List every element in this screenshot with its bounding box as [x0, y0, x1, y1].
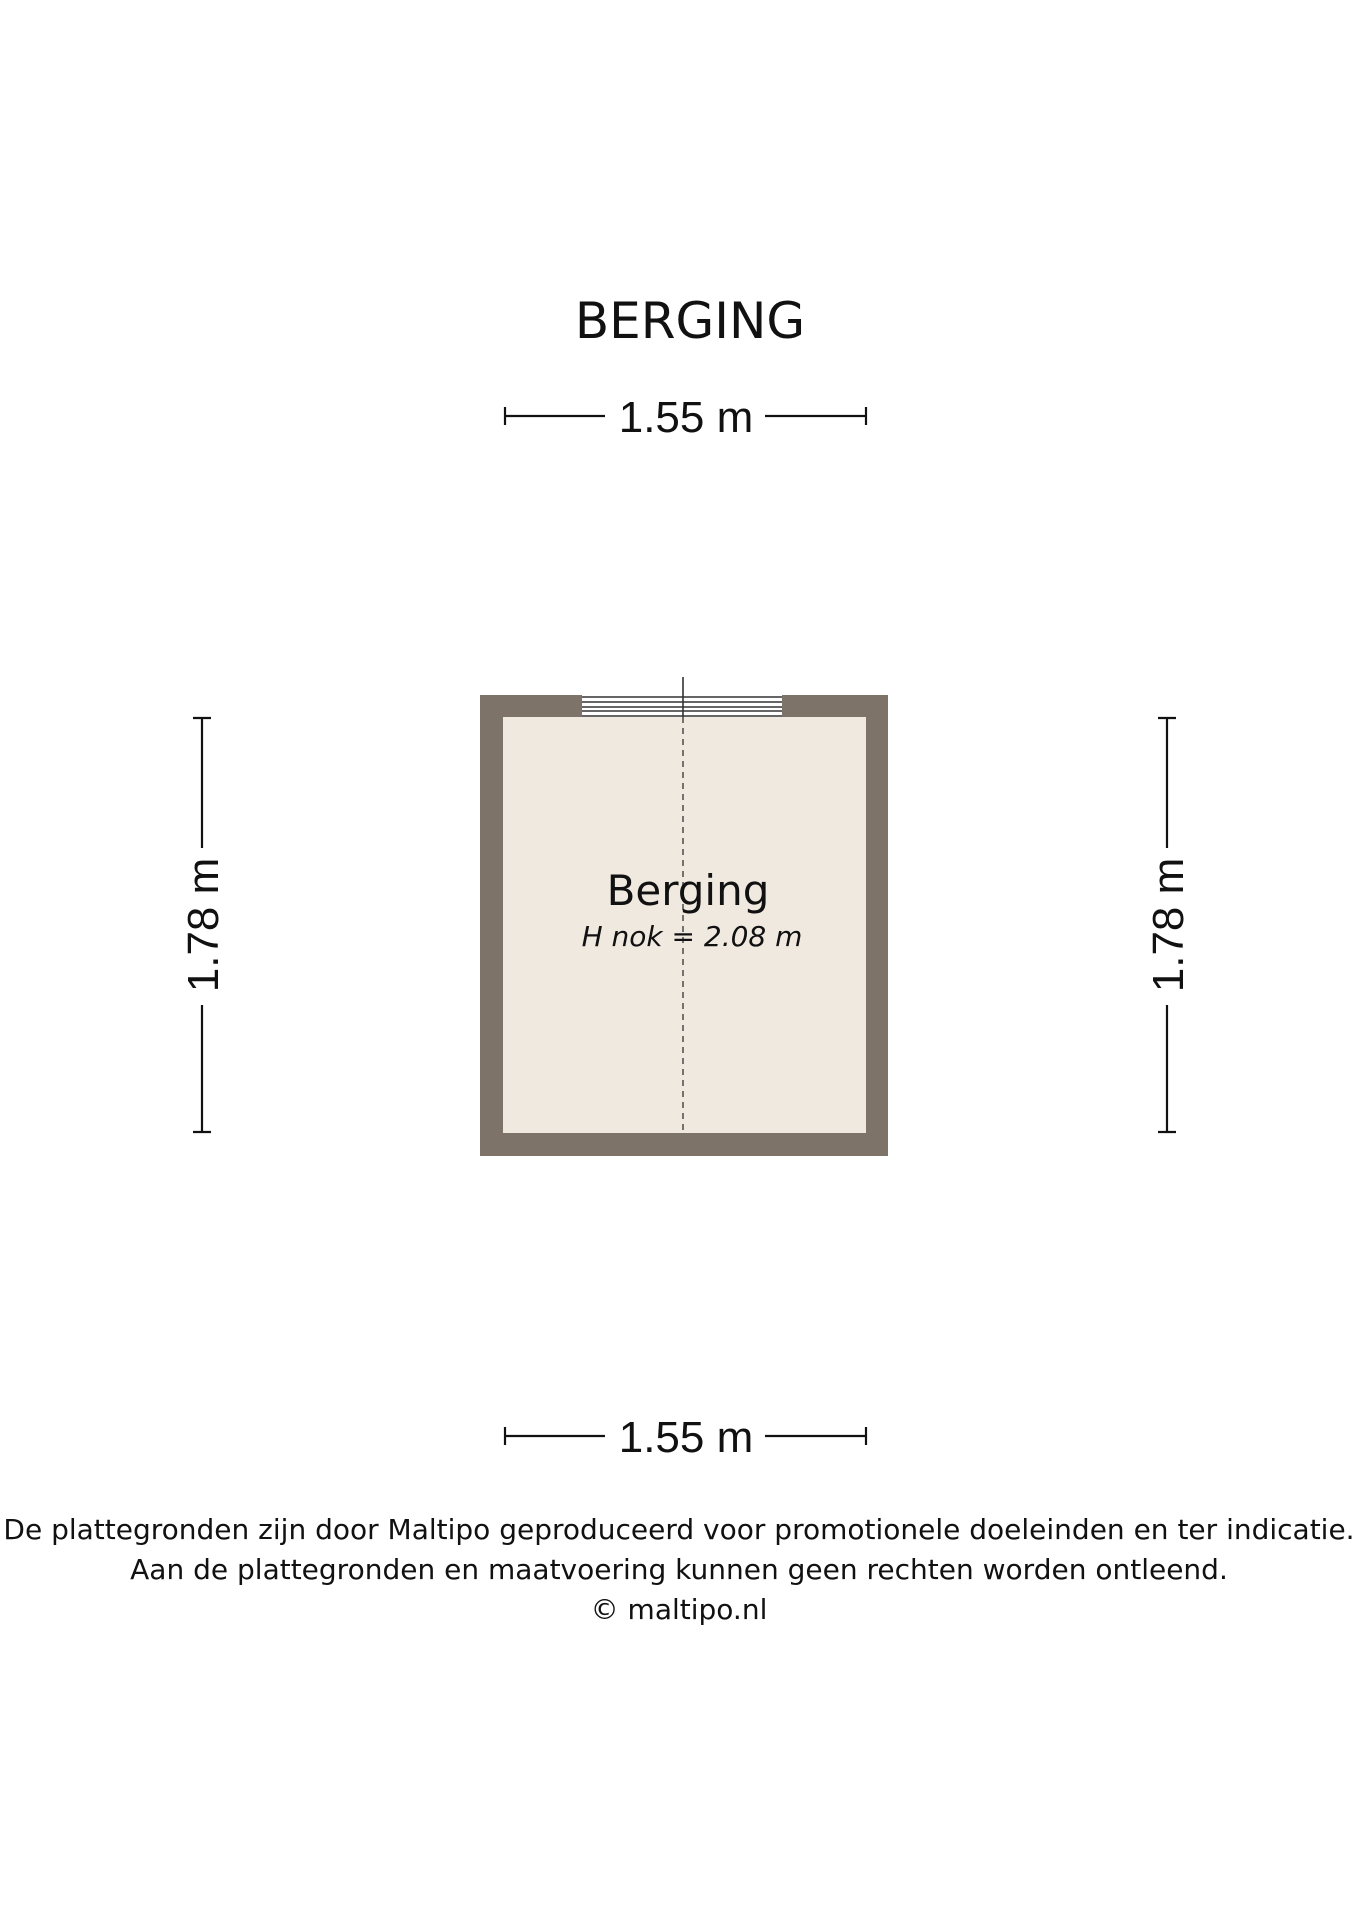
- top-dimension-label: 1.55 m: [618, 393, 754, 442]
- disclaimer-line-1: De plattegronden zijn door Maltipo geproduceerd voor promotionele doeleinden en ter indicatie.: [3, 1513, 1355, 1546]
- left-dimension-label: 1.78 m: [179, 857, 228, 993]
- copyright: © maltipo.nl: [590, 1593, 768, 1626]
- right-dimension-label: 1.78 m: [1144, 857, 1193, 993]
- room-ridge-height: H nok = 2.08 m: [581, 920, 803, 953]
- disclaimer-line-2: Aan de plattegronden en maatvoering kunnen geen rechten worden ontleend.: [130, 1553, 1228, 1586]
- room-name: Berging: [606, 866, 770, 915]
- disclaimer: [0, 1510, 1358, 1630]
- door-opening: [582, 695, 782, 717]
- bottom-dimension-label: 1.55 m: [618, 1413, 754, 1462]
- plan-title: BERGING: [574, 292, 806, 350]
